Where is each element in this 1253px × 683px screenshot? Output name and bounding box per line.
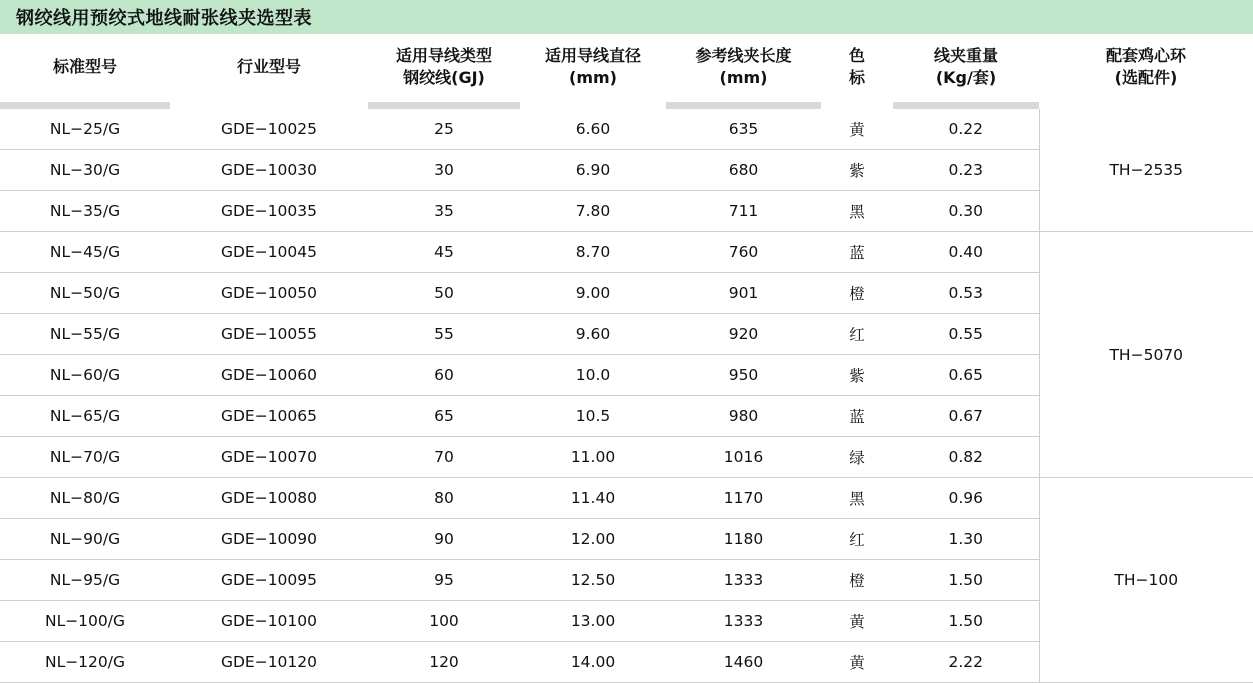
cell-color-mark: 红 (821, 314, 893, 355)
cell-clamp-weight: 0.40 (893, 232, 1039, 273)
table-row (0, 109, 1253, 150)
separator-cell (893, 102, 1039, 109)
header-line: 线夹重量 (933, 46, 998, 66)
cell-conductor-diameter: 11.00 (520, 437, 666, 478)
cell-color-mark: 黑 (821, 478, 893, 519)
cell-thimble-group: TH−5070 (1039, 232, 1253, 478)
header-line: (mm) (569, 68, 617, 87)
cell-standard-model: NL−25/G (0, 109, 170, 150)
cell-industry-model: GDE−10070 (170, 437, 368, 478)
column-header-conductor-diameter (520, 34, 666, 102)
column-header-conductor-type (368, 34, 520, 102)
cell-industry-model: GDE−10090 (170, 519, 368, 560)
header-line: (Kg/套) (935, 68, 997, 87)
cell-standard-model: NL−120/G (0, 642, 170, 683)
cell-conductor-type: 45 (368, 232, 520, 273)
cell-industry-model: GDE−10025 (170, 109, 368, 150)
header-line: (mm) (719, 68, 768, 87)
cell-conductor-type: 95 (368, 560, 520, 601)
cell-color-mark: 蓝 (821, 232, 893, 273)
cell-color-mark: 红 (821, 519, 893, 560)
cell-color-mark: 黑 (821, 191, 893, 232)
cell-clamp-weight: 0.53 (893, 273, 1039, 314)
cell-color-mark: 黄 (821, 109, 893, 150)
separator-gap (520, 102, 666, 109)
cell-conductor-type: 65 (368, 396, 520, 437)
cell-standard-model: NL−45/G (0, 232, 170, 273)
column-header-industry-model (170, 34, 368, 102)
cell-industry-model: GDE−10035 (170, 191, 368, 232)
cell-conductor-type: 55 (368, 314, 520, 355)
cell-clamp-length: 1180 (666, 519, 821, 560)
cell-clamp-length: 711 (666, 191, 821, 232)
cell-standard-model: NL−95/G (0, 560, 170, 601)
cell-conductor-type: 100 (368, 601, 520, 642)
cell-standard-model: NL−60/G (0, 355, 170, 396)
separator-cell (0, 102, 170, 109)
cell-clamp-weight: 0.82 (893, 437, 1039, 478)
header-line: 色 (848, 46, 865, 66)
cell-color-mark: 绿 (821, 437, 893, 478)
cell-clamp-weight: 0.65 (893, 355, 1039, 396)
cell-conductor-diameter: 12.50 (520, 560, 666, 601)
cell-clamp-weight: 0.96 (893, 478, 1039, 519)
cell-industry-model: GDE−10060 (170, 355, 368, 396)
cell-conductor-diameter: 6.90 (520, 150, 666, 191)
cell-clamp-weight: 1.30 (893, 519, 1039, 560)
cell-color-mark: 紫 (821, 355, 893, 396)
title-bar (0, 0, 1253, 34)
header-line: 参考线夹长度 (695, 46, 792, 66)
cell-clamp-length: 635 (666, 109, 821, 150)
header-line: 适用导线类型 (395, 46, 492, 66)
column-header-clamp-weight (893, 34, 1039, 102)
cell-conductor-type: 90 (368, 519, 520, 560)
cell-conductor-diameter: 10.5 (520, 396, 666, 437)
cell-clamp-length: 950 (666, 355, 821, 396)
header-line: 行业型号 (236, 57, 301, 77)
table-row (0, 232, 1253, 273)
cell-clamp-weight: 0.23 (893, 150, 1039, 191)
header-line: 配套鸡心环 (1105, 46, 1186, 66)
table-header (0, 34, 1253, 109)
separator-gap (170, 102, 368, 109)
cell-industry-model: GDE−10065 (170, 396, 368, 437)
cell-clamp-weight: 2.22 (893, 642, 1039, 683)
cell-industry-model: GDE−10055 (170, 314, 368, 355)
header-separator (0, 102, 1253, 109)
cell-conductor-diameter: 11.40 (520, 478, 666, 519)
page-title: 钢绞线用预绞式地线耐张线夹选型表 (16, 8, 312, 29)
separator-cell (368, 102, 520, 109)
column-header-clamp-length (666, 34, 821, 102)
cell-standard-model: NL−50/G (0, 273, 170, 314)
cell-standard-model: NL−70/G (0, 437, 170, 478)
cell-industry-model: GDE−10080 (170, 478, 368, 519)
cell-clamp-length: 1170 (666, 478, 821, 519)
column-header-thimble (1039, 34, 1253, 102)
cell-conductor-diameter: 8.70 (520, 232, 666, 273)
column-header-standard-model (0, 34, 170, 102)
separator-gap (1039, 102, 1253, 109)
spec-table (0, 34, 1253, 683)
cell-clamp-length: 1016 (666, 437, 821, 478)
cell-color-mark: 黄 (821, 642, 893, 683)
cell-conductor-diameter: 7.80 (520, 191, 666, 232)
cell-thimble-group: TH−100 (1039, 478, 1253, 683)
table-body (0, 109, 1253, 683)
cell-industry-model: GDE−10100 (170, 601, 368, 642)
cell-clamp-weight: 0.67 (893, 396, 1039, 437)
cell-conductor-type: 25 (368, 109, 520, 150)
cell-industry-model: GDE−10050 (170, 273, 368, 314)
cell-conductor-diameter: 14.00 (520, 642, 666, 683)
cell-color-mark: 蓝 (821, 396, 893, 437)
cell-standard-model: NL−100/G (0, 601, 170, 642)
cell-standard-model: NL−55/G (0, 314, 170, 355)
cell-conductor-type: 30 (368, 150, 520, 191)
header-line: 标 (848, 68, 865, 87)
header-line: 标准型号 (52, 57, 117, 77)
cell-standard-model: NL−65/G (0, 396, 170, 437)
cell-conductor-diameter: 10.0 (520, 355, 666, 396)
header-line: 适用导线直径 (544, 46, 641, 66)
cell-conductor-diameter: 13.00 (520, 601, 666, 642)
cell-standard-model: NL−80/G (0, 478, 170, 519)
cell-conductor-type: 120 (368, 642, 520, 683)
cell-conductor-diameter: 9.60 (520, 314, 666, 355)
cell-conductor-type: 60 (368, 355, 520, 396)
cell-clamp-length: 1460 (666, 642, 821, 683)
cell-standard-model: NL−30/G (0, 150, 170, 191)
cell-industry-model: GDE−10120 (170, 642, 368, 683)
cell-clamp-length: 920 (666, 314, 821, 355)
cell-clamp-weight: 1.50 (893, 560, 1039, 601)
cell-industry-model: GDE−10045 (170, 232, 368, 273)
cell-conductor-diameter: 12.00 (520, 519, 666, 560)
cell-clamp-length: 1333 (666, 601, 821, 642)
cell-clamp-length: 760 (666, 232, 821, 273)
header-line: 钢绞线(GJ) (403, 68, 485, 87)
cell-industry-model: GDE−10095 (170, 560, 368, 601)
cell-standard-model: NL−35/G (0, 191, 170, 232)
cell-clamp-weight: 0.22 (893, 109, 1039, 150)
cell-color-mark: 橙 (821, 273, 893, 314)
cell-conductor-type: 70 (368, 437, 520, 478)
cell-color-mark: 橙 (821, 560, 893, 601)
cell-color-mark: 紫 (821, 150, 893, 191)
cell-clamp-weight: 1.50 (893, 601, 1039, 642)
cell-clamp-length: 980 (666, 396, 821, 437)
cell-clamp-weight: 0.30 (893, 191, 1039, 232)
cell-clamp-length: 680 (666, 150, 821, 191)
separator-gap (821, 102, 893, 109)
cell-conductor-type: 50 (368, 273, 520, 314)
separator-cell (666, 102, 821, 109)
cell-color-mark: 黄 (821, 601, 893, 642)
cell-conductor-diameter: 6.60 (520, 109, 666, 150)
cell-conductor-type: 35 (368, 191, 520, 232)
cell-conductor-type: 80 (368, 478, 520, 519)
cell-conductor-diameter: 9.00 (520, 273, 666, 314)
cell-clamp-length: 1333 (666, 560, 821, 601)
cell-clamp-length: 901 (666, 273, 821, 314)
table-row (0, 478, 1253, 519)
cell-clamp-weight: 0.55 (893, 314, 1039, 355)
cell-thimble-group: TH−2535 (1039, 109, 1253, 232)
cell-standard-model: NL−90/G (0, 519, 170, 560)
column-header-color-mark (821, 34, 893, 102)
header-line: (选配件) (1114, 68, 1178, 87)
cell-industry-model: GDE−10030 (170, 150, 368, 191)
